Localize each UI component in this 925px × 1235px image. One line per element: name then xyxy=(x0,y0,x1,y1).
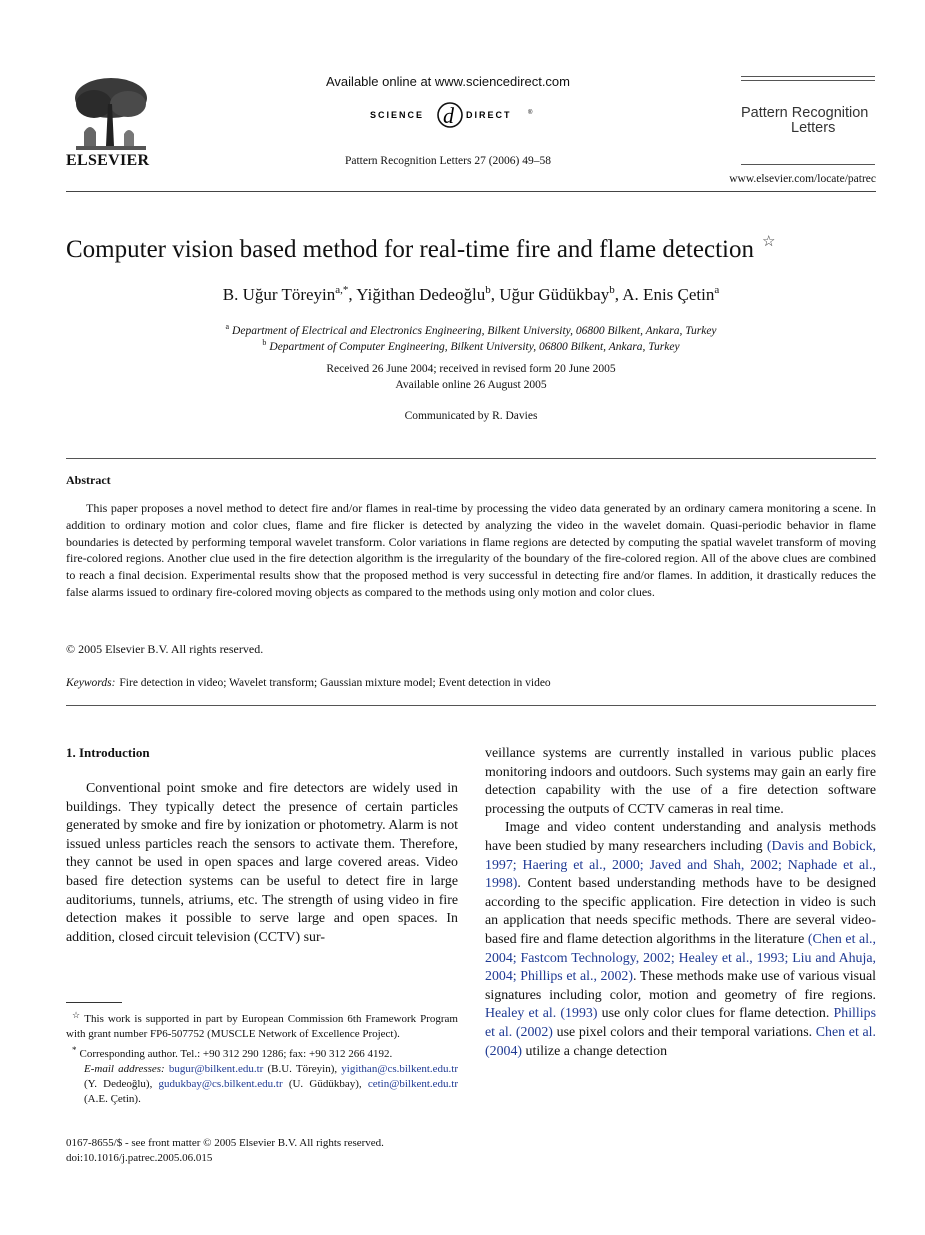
article-title-line xyxy=(66,232,876,264)
footnote-emails xyxy=(66,1062,458,1108)
email-owner: (A.E. Çetin). xyxy=(84,1093,141,1106)
paragraph-text: utilize a change detection xyxy=(522,1043,668,1059)
citation-link[interactable]: (Chen et al., 2004; Fastcom Technology, 2002; Healey et al., 1993; Liu and Ahuja, 2004; Phillips et al., 2002) xyxy=(485,931,876,985)
email-owner: (Y. Dedeoğlu), xyxy=(84,1078,159,1091)
publisher-name: ELSEVIER xyxy=(66,152,150,169)
intro-paragraph-1-left: Conventional point smoke and fire detectors are widely used in buildings. They typically detect the presence of certain particles generated by smoke and fire by ionization or photometry. Alarm is not issued unless particles reach the sensors to activate them. Therefore, they cannot be used in open spaces and large covered areas. Video based fire detection systems can be useful to detect fire in large auditoriums, tunnels, atriums, etc. The strength of using video in fire detection makes it possible to serve large and open spaces. In addition, closed circuit television (CCTV) sur- xyxy=(66,781,458,945)
paragraph-text: use only color clues for flame detection. xyxy=(597,1006,834,1022)
citation-link[interactable]: (Davis and Bobick, 1997; Haering et al., 2000; Javed and Shah, 2002; Naphade et al., 1998) xyxy=(485,838,877,892)
author-affiliation-mark[interactable]: b xyxy=(485,284,491,296)
received-dates: Received 26 June 2004; received in revised form 20 June 2005 xyxy=(326,363,616,375)
author-name: Uğur Güdükbay xyxy=(499,285,610,304)
intro-paragraph-2 xyxy=(485,819,876,1061)
author-name: A. Enis Çetin xyxy=(622,285,715,304)
citation-link[interactable]: Chen et al. (2004) xyxy=(485,1024,877,1059)
paragraph-text: . These methods make use of various visual signatures including color, motion and geometry of fire regions. xyxy=(485,969,876,1003)
email-label: E-mail addresses: xyxy=(84,1062,165,1075)
journal-brand-line1: Pattern Recognition xyxy=(741,105,869,121)
author-name: B. Uğur Töreyin xyxy=(222,285,336,304)
sd-direct-text: DIRECT xyxy=(466,110,512,120)
author-list xyxy=(66,284,876,305)
email-link[interactable]: bugur@bilkent.edu.tr xyxy=(168,1062,264,1075)
affiliation-text: Department of Electrical and Electronics Engineering, Bilkent University, 06800 Bilkent, Ankara, Turkey xyxy=(232,325,717,337)
footnote-text: This work is supported in part by European Commission 6th Framework Program with grant number FP6-507752 (MUSCLE Network of Excellence Project). xyxy=(66,1013,458,1041)
email-owner: (U. Güdükbay), xyxy=(282,1078,368,1091)
author-name: Yiğithan Dedeoğlu xyxy=(356,285,486,304)
footnote-asterisk-icon: * xyxy=(72,1044,77,1055)
abstract-body: This paper proposes a novel method to detect fire and/or flames in real-time by processing the video data generated by an ordinary camera monitoring a scene. In addition to ordinary motion and color clues, flame and fire flicker is detected by analyzing the video in the wavelet domain. Quasi-periodic behavior in flame boundaries is detected by performing temporal wavelet transform. Color variations in flame regions are detected by computing the spatial wavelet transform of moving fire-colored regions. Another clue used in the fire detection algorithm is the irregularity of the boundary of the fire-colored region. All of the above clues are combined to reach a final decision. Experimental results show that the proposed method is very successful in detecting fire and/or flames. In addition, it drastically reduces the false alarms issued to ordinary fire-colored moving objects as compared to the methods using only motion and color clues. xyxy=(66,501,876,599)
paragraph-text: Image and video content understanding and analysis methods have been studied by many researchers including xyxy=(485,820,876,854)
elsevier-tree-logo xyxy=(66,74,152,154)
footnotes xyxy=(66,1008,458,1108)
doi-line[interactable]: doi:10.1016/j.patrec.2005.06.015 xyxy=(66,1152,213,1164)
abstract-divider-top xyxy=(66,458,876,459)
sd-registered-mark: ® xyxy=(528,110,533,116)
title-footnote-star-icon[interactable]: ☆ xyxy=(761,234,776,250)
right-column xyxy=(485,745,876,1061)
journal-brand xyxy=(741,106,877,136)
available-online-line[interactable]: Available online at www.sciencedirect.com xyxy=(326,74,570,89)
sciencedirect-logo xyxy=(360,97,540,133)
affiliation-text: Department of Computer Engineering, Bilkent University, 06800 Bilkent, Ankara, Turkey xyxy=(269,341,680,353)
paragraph-text: use pixel colors and their temporal variations. xyxy=(552,1024,816,1040)
abstract-copyright: © 2005 Elsevier B.V. All rights reserved. xyxy=(66,642,264,656)
journal-brand-rule-top xyxy=(741,76,875,81)
keywords-line xyxy=(66,677,876,689)
affiliation-mark: a xyxy=(225,322,230,331)
author-affiliation-mark[interactable]: a xyxy=(714,284,720,296)
abstract-heading: Abstract xyxy=(66,473,111,487)
affiliation-b xyxy=(66,338,876,353)
email-link[interactable]: cetin@bilkent.edu.tr xyxy=(367,1078,458,1091)
sd-at-glyph: d xyxy=(443,103,454,128)
citation-link[interactable]: Phillips et al. (2002) xyxy=(485,1006,876,1040)
journal-url[interactable]: www.elsevier.com/locate/patrec xyxy=(729,173,876,185)
footnote-star-icon: ☆ xyxy=(72,1010,82,1020)
front-matter xyxy=(66,1136,384,1166)
header-divider xyxy=(66,191,876,192)
email-owner: (B.U. Töreyin), xyxy=(263,1062,342,1075)
author-separator: , xyxy=(614,285,623,304)
article-title: Computer vision based method for real-time fire and flame detection xyxy=(66,236,754,263)
issn-line: 0167-8655/$ - see front matter © 2005 Elsevier B.V. All rights reserved. xyxy=(66,1137,384,1149)
author-separator: , xyxy=(348,285,357,304)
journal-brand-rule-bottom xyxy=(741,164,875,165)
keywords-label: Keywords: xyxy=(66,677,116,689)
journal-brand-line2: Letters xyxy=(791,120,836,136)
affiliation-a xyxy=(66,322,876,337)
keywords-list: Fire detection in video; Wavelet transform; Gaussian mixture model; Event detection in video xyxy=(119,677,551,689)
footnote-text: Corresponding author. Tel.: +90 312 290 1286; fax: +90 312 266 4192. xyxy=(79,1047,393,1060)
author-affiliation-mark[interactable]: b xyxy=(609,284,615,296)
citation-link[interactable]: Healey et al. (1993) xyxy=(485,1006,598,1022)
affiliation-mark: b xyxy=(262,338,267,347)
footnote-corresponding xyxy=(66,1043,458,1062)
available-online-date: Available online 26 August 2005 xyxy=(395,379,547,391)
sd-science-text: SCIENCE xyxy=(370,110,425,120)
email-link[interactable]: yigithan@cs.bilkent.edu.tr xyxy=(341,1062,459,1075)
intro-paragraph-1-right: veillance systems are currently installed in various public places monitoring indoors and outdoors. Such systems may gain an early fire detection capability with the use of a fire detection software processing the outputs of CCTV cameras in real time. xyxy=(485,746,876,817)
email-link[interactable]: gudukbay@cs.bilkent.edu.tr xyxy=(158,1078,283,1091)
footnote-rule xyxy=(66,1002,122,1003)
journal-citation: Pattern Recognition Letters 27 (2006) 49–58 xyxy=(344,155,551,167)
communicated-by: Communicated by R. Davies xyxy=(404,410,538,422)
section-heading-introduction: 1. Introduction xyxy=(66,745,150,760)
author-affiliation-mark[interactable]: a,* xyxy=(335,284,349,296)
paragraph-text: . Content based understanding methods have to be designed according to the specific application. Fire detection in video is such an application that needs specific methods. There are several video-based fire and flame detection algorithms in the literature xyxy=(485,876,876,947)
footnote-funding xyxy=(66,1008,458,1043)
abstract-divider-bottom xyxy=(66,705,876,706)
author-separator: , xyxy=(490,285,500,304)
